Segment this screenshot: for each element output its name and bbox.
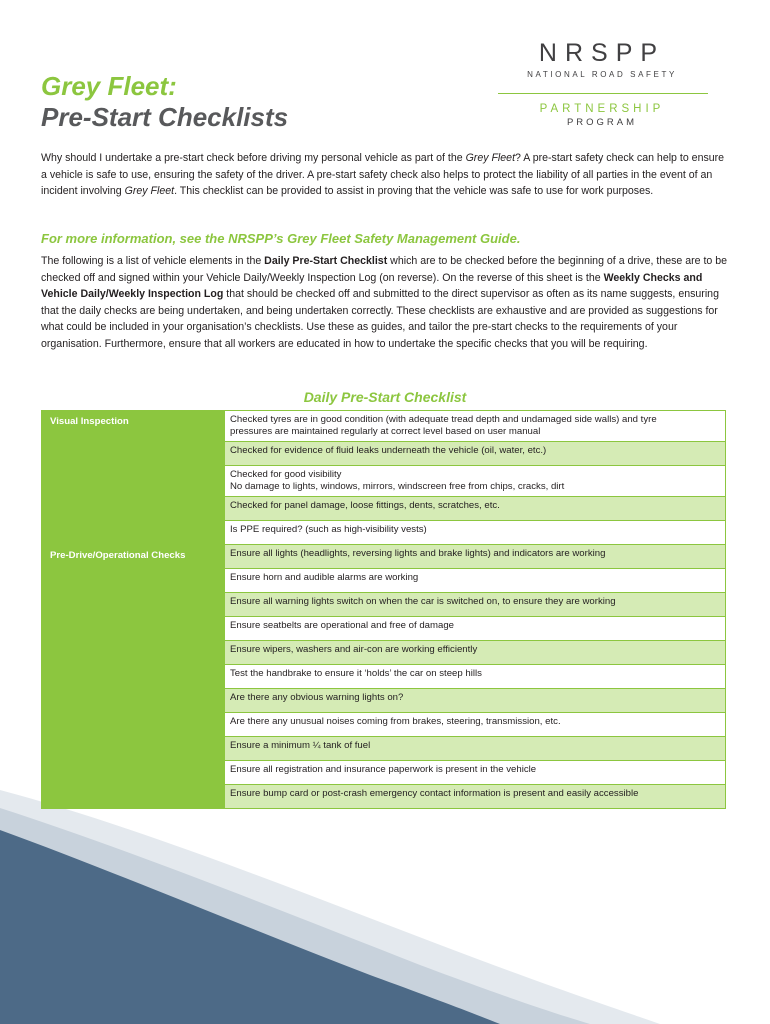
- intro-emphasis-1: Grey Fleet: [465, 152, 516, 164]
- daily-checklist-table: [41, 410, 726, 809]
- checklist-item: Ensure horn and audible alarms are working: [225, 569, 726, 593]
- checklist-item: Checked for panel damage, loose fittings, dents, scratches, etc.: [225, 497, 726, 521]
- category-operational-checks: Pre-Drive/Operational Checks: [42, 545, 225, 809]
- item-line: Checked tyres are in good condition (with adequate tread depth and undamaged side walls) and tyre: [230, 414, 657, 425]
- checklist-item: Ensure a minimum ¼ tank of fuel: [225, 737, 726, 761]
- checklist-item: Ensure seatbelts are operational and free of damage: [225, 617, 726, 641]
- intro-text-1: Why should I undertake a pre-start check before driving my personal vehicle as part of the: [41, 152, 466, 164]
- checklist-item: [225, 411, 726, 442]
- checklist-item: Are there any obvious warning lights on?: [225, 689, 726, 713]
- intro-text-2: ? A pre-start safety check can help to ensure a vehicle is safe to use, ensuring the safety of the driver. A pre-start safety check also helps to protect the liability of all parties in the event of an incident involving: [41, 152, 725, 198]
- logo-subtitle-1: NATIONAL ROAD SAFETY: [527, 70, 677, 79]
- guide-subheading: For more information, see the NRSPP’s Grey Fleet Safety Management Guide.: [41, 231, 521, 246]
- logo-subtitle-3: PROGRAM: [566, 117, 638, 128]
- checklist-item: Is PPE required? (such as high-visibility vests): [225, 521, 726, 545]
- checklist-item: Checked for evidence of fluid leaks underneath the vehicle (oil, water, etc.): [225, 442, 726, 466]
- title-line-1: Grey Fleet:: [41, 71, 177, 101]
- body-text-e: that should be checked off and submitted to the direct supervisor as often as its name suggests, ensuring that the daily checks are being undertaken, and being undertaken correctly. These checklists are exhaustive and are provided as suggestions for what could be included in your organisation’s checklists. Use these as guides, and tailor the pre-start checks to the requirements of your organisation. Furthermore, ensure that all workers are educated in how to undertake the specific checks that you will be requiring.: [41, 288, 719, 350]
- table-row: [42, 545, 726, 569]
- checklist-item: Test the handbrake to ensure it ‘holds’ the car on steep hills: [225, 665, 726, 689]
- body-text-a: The following is a list of vehicle elements in the: [41, 255, 265, 267]
- intro-paragraph: [41, 150, 731, 200]
- table-row: [42, 411, 726, 442]
- checklist-item: Ensure all warning lights switch on when the car is switched on, to ensure they are working: [225, 593, 726, 617]
- checklist-item: Ensure wipers, washers and air-con are working efficiently: [225, 641, 726, 665]
- title-line-2: Pre-Start Checklists: [41, 102, 289, 132]
- intro-text-3: . This checklist can be provided to assist in proving that the vehicle was safe to use for work purposes.: [174, 185, 654, 198]
- nrspp-logo: [512, 40, 692, 128]
- body-bold-b: Daily Pre-Start Checklist: [264, 255, 388, 267]
- body-bold-d: Weekly Checks and Vehicle Daily/Weekly Inspection Log: [41, 271, 703, 301]
- checklist-item: Ensure all lights (headlights, reversing lights and brake lights) and indicators are working: [225, 545, 726, 569]
- logo-divider: [498, 93, 708, 94]
- checklist-item: [225, 466, 726, 497]
- intro-emphasis-2: Grey Fleet: [124, 185, 175, 198]
- page-title: [41, 71, 288, 133]
- logo-subtitle-2: PARTNERSHIP: [539, 103, 665, 115]
- item-line: pressures are maintained regularly at correct level based on user manual: [230, 426, 541, 437]
- item-line: No damage to lights, windows, mirrors, windscreen free from chips, cracks, dirt: [230, 481, 565, 492]
- body-text-c: which are to be checked before the beginning of a drive, these are to be checked off and signed within your Vehicle Daily/Weekly Inspection Log (on reverse). On the reverse of this sheet is the: [41, 255, 728, 284]
- checklist-item: Are there any unusual noises coming from brakes, steering, transmission, etc.: [225, 713, 726, 737]
- checklist-item: Ensure all registration and insurance paperwork is present in the vehicle: [225, 761, 726, 785]
- category-visual-inspection: Visual Inspection: [42, 411, 225, 545]
- item-line: Checked for good visibility: [230, 469, 342, 480]
- checklist-title: Daily Pre-Start Checklist: [303, 389, 467, 405]
- checklist-item: Ensure bump card or post-crash emergency contact information is present and easily accessible: [225, 785, 726, 809]
- body-paragraph: [41, 253, 731, 353]
- logo-name: NRSPP: [538, 39, 666, 67]
